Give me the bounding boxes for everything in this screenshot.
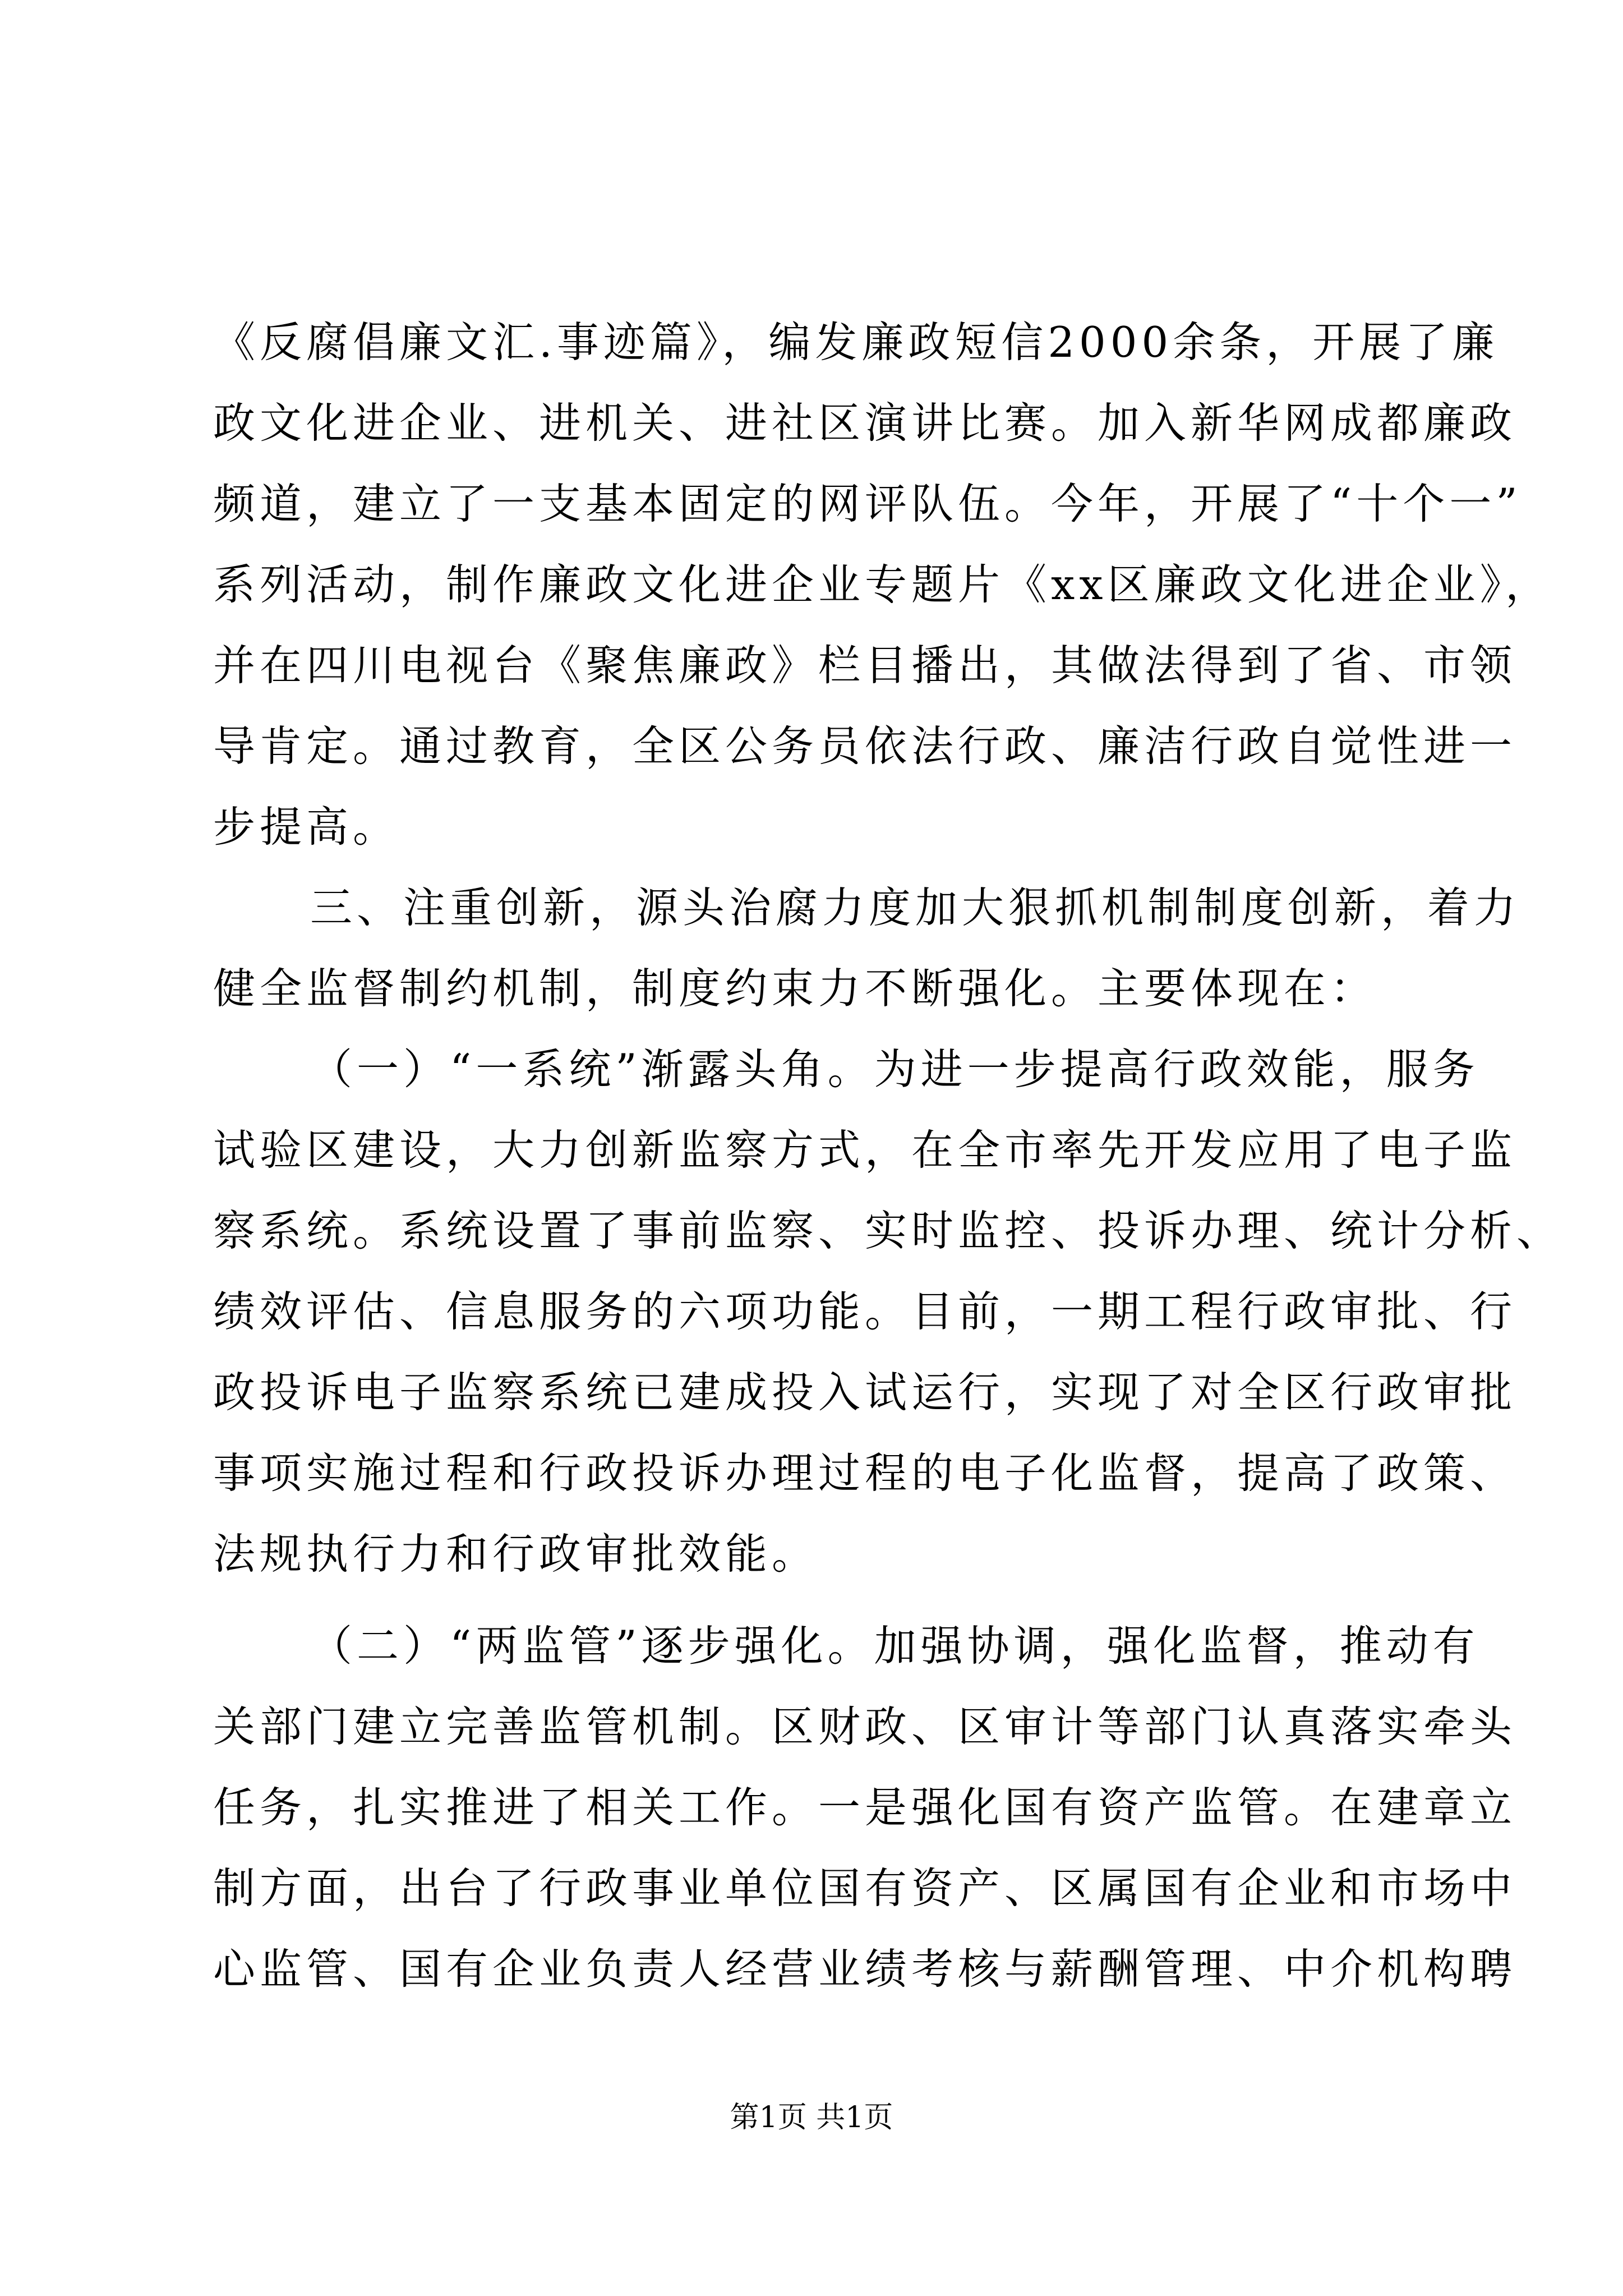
paragraph-line: （二）“两监管”逐步强化。加强协调，强化监督，推动有 xyxy=(310,1621,1479,1671)
paragraph-line: 法规执行力和行政审批效能。 xyxy=(213,1529,819,1579)
paragraph-line: 心监管、国有企业负责人经营业绩考核与薪酬管理、中介机构聘 xyxy=(213,1944,1517,1994)
paragraph-line: 政投诉电子监察系统已建成投入试运行，实现了对全区行政审批 xyxy=(213,1368,1517,1417)
page-footer: 第1页 共1页 xyxy=(730,2101,893,2134)
paragraph-line: 察系统。系统设置了事前监察、实时监控、投诉办理、统计分析、 xyxy=(213,1206,1564,1255)
paragraph-line: 事项实施过程和行政投诉办理过程的电子化监督，提高了政策、 xyxy=(213,1448,1517,1498)
paragraph-line: 关部门建立完善监管机制。区财政、区审计等部门认真落实牵头 xyxy=(213,1702,1517,1751)
paragraph-line: 系列活动，制作廉政文化进企业专题片《xx区廉政文化进企业》， xyxy=(213,560,1552,609)
paragraph-line: 任务，扎实推进了相关工作。一是强化国有资产监管。在建章立 xyxy=(213,1783,1517,1832)
paragraph-line: （一）“一系统”渐露头角。为进一步提高行政效能，服务 xyxy=(310,1045,1479,1094)
paragraph-line: 健全监督制约机制，制度约束力不断强化。主要体现在： xyxy=(213,964,1377,1013)
paragraph-line: 绩效评估、信息服务的六项功能。目前，一期工程行政审批、行 xyxy=(213,1287,1517,1336)
paragraph-line: 试验区建设，大力创新监察方式，在全市率先开发应用了电子监 xyxy=(213,1125,1517,1175)
paragraph-line: 频道，建立了一支基本固定的网评队伍。今年，开展了“十个一” xyxy=(213,479,1522,528)
paragraph-line: 《反腐倡廉文汇.事迹篇》，编发廉政短信2000余条，开展了廉 xyxy=(213,318,1499,367)
paragraph-line: 步提高。 xyxy=(213,802,400,852)
paragraph-line: 并在四川电视台《聚焦廉政》栏目播出，其做法得到了省、市领 xyxy=(213,641,1517,690)
paragraph-line: 三、注重创新，源头治腐力度加大狠抓机制制度创新，着力 xyxy=(310,883,1521,932)
paragraph-line: 导肯定。通过教育，全区公务员依法行政、廉洁行政自觉性进一 xyxy=(213,721,1517,771)
paragraph-line: 制方面，出台了行政事业单位国有资产、区属国有企业和市场中 xyxy=(213,1864,1517,1913)
paragraph-line: 政文化进企业、进机关、进社区演讲比赛。加入新华网成都廉政 xyxy=(213,398,1517,448)
